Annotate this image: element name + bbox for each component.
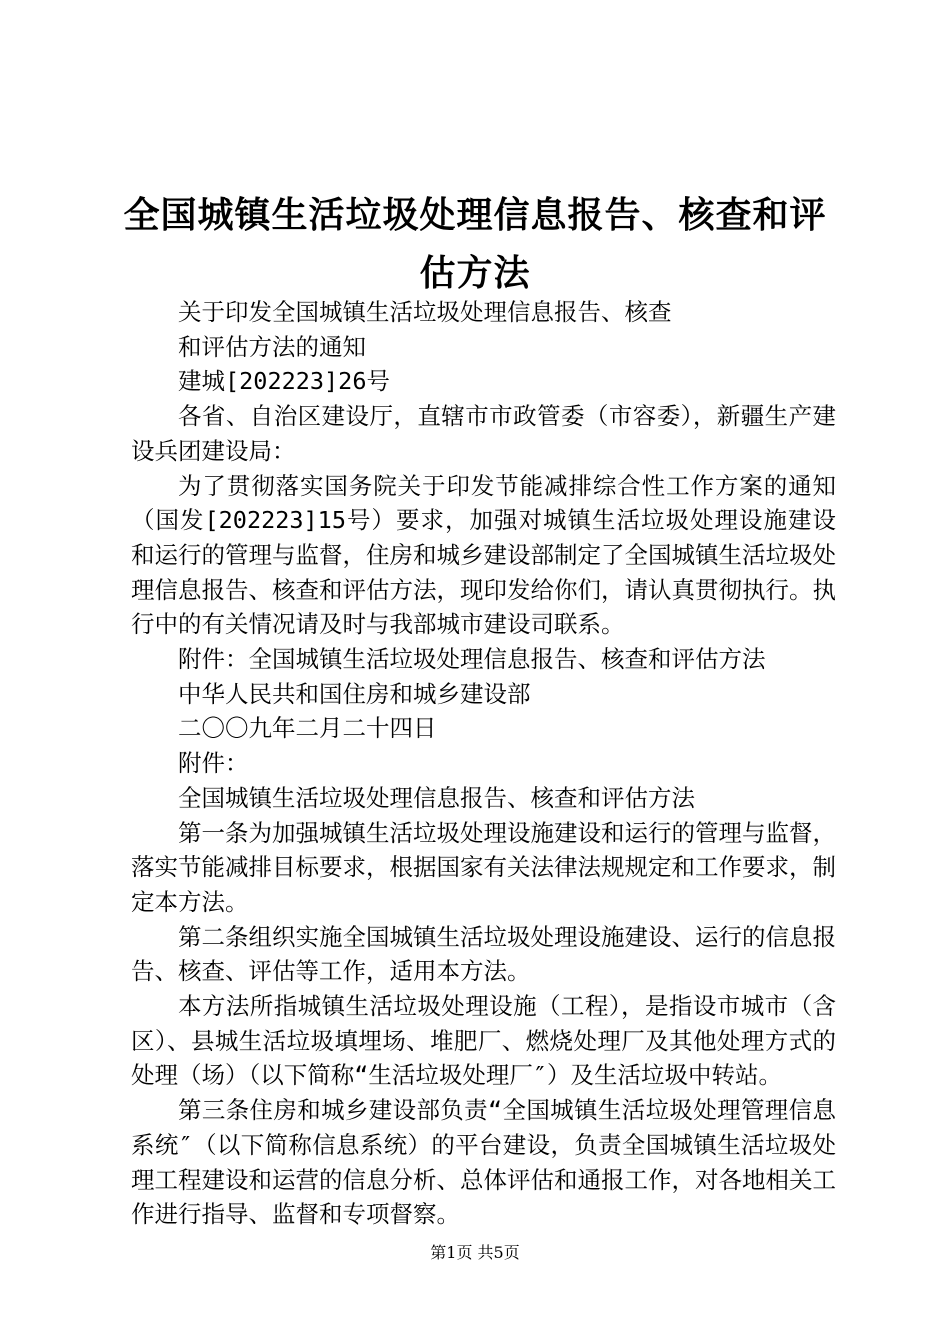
page-footer: 第1页 共5页 — [430, 1243, 520, 1262]
attachment-label: 附件： — [178, 749, 249, 778]
addressee: 各省、自治区建设厅，直辖市市政管委（市容委），新疆生产建设兵团建设局： — [131, 402, 836, 465]
attachment-note: 附件：全国城镇生活垃圾处理信息报告、核查和评估方法 — [178, 645, 766, 674]
notice-title-line-1: 关于印发全国城镇生活垃圾处理信息报告、核查 — [178, 298, 672, 326]
issue-date: 二〇〇九年二月二十四日 — [178, 714, 437, 743]
article-2: 第二条组织实施全国城镇生活垃圾处理设施建设、运行的信息报告、核查、评估等工作，适用本方法。 — [131, 922, 836, 986]
article-2-scope: 本方法所指城镇生活垃圾处理设施（工程），是指设市城市（含区）、县城生活垃圾填埋场、堆肥厂、燃烧处理厂及其他处理方式的处理（场）（以下简称“生活垃圾处理厂″）及生活垃圾中转站。 — [131, 992, 836, 1090]
document-title: 全国城镇生活垃圾处理信息报告、核查和评估方法 — [123, 194, 827, 294]
notice-title-line-2: 和评估方法的通知 — [178, 332, 366, 361]
article-1: 第一条为加强城镇生活垃圾处理设施建设和运行的管理与监督，落实节能减排目标要求，根据国家有关法律法规规定和工作要求，制定本方法。 — [131, 818, 836, 916]
document-number: 建城[202223]26号 — [178, 367, 390, 396]
notice-paragraph: 为了贯彻落实国务院关于印发节能减排综合性工作方案的通知（国发[202223]15号）要求，加强对城镇生活垃圾处理设施建设和运行的管理与监督，住房和城乡建设部制定了全国城镇生活垃圾处理信息报告、核查和评估方法，现印发给你们，请认真贯彻执行。执行中的有关情况请及时与我部城市建设司联系。 — [131, 471, 836, 639]
document-body — [131, 295, 836, 1232]
article-3: 第三条住房和城乡建设部负责“全国城镇生活垃圾处理管理信息系统″（以下简称信息系统）的平台建设，负责全国城镇生活垃圾处理工程建设和运营的信息分析、总体评估和通报工作，对各地相关工作进行指导、监督和专项督察。 — [131, 1096, 836, 1229]
attachment-title: 全国城镇生活垃圾处理信息报告、核查和评估方法 — [178, 783, 695, 812]
issuer: 中华人民共和国住房和城乡建设部 — [178, 679, 531, 708]
